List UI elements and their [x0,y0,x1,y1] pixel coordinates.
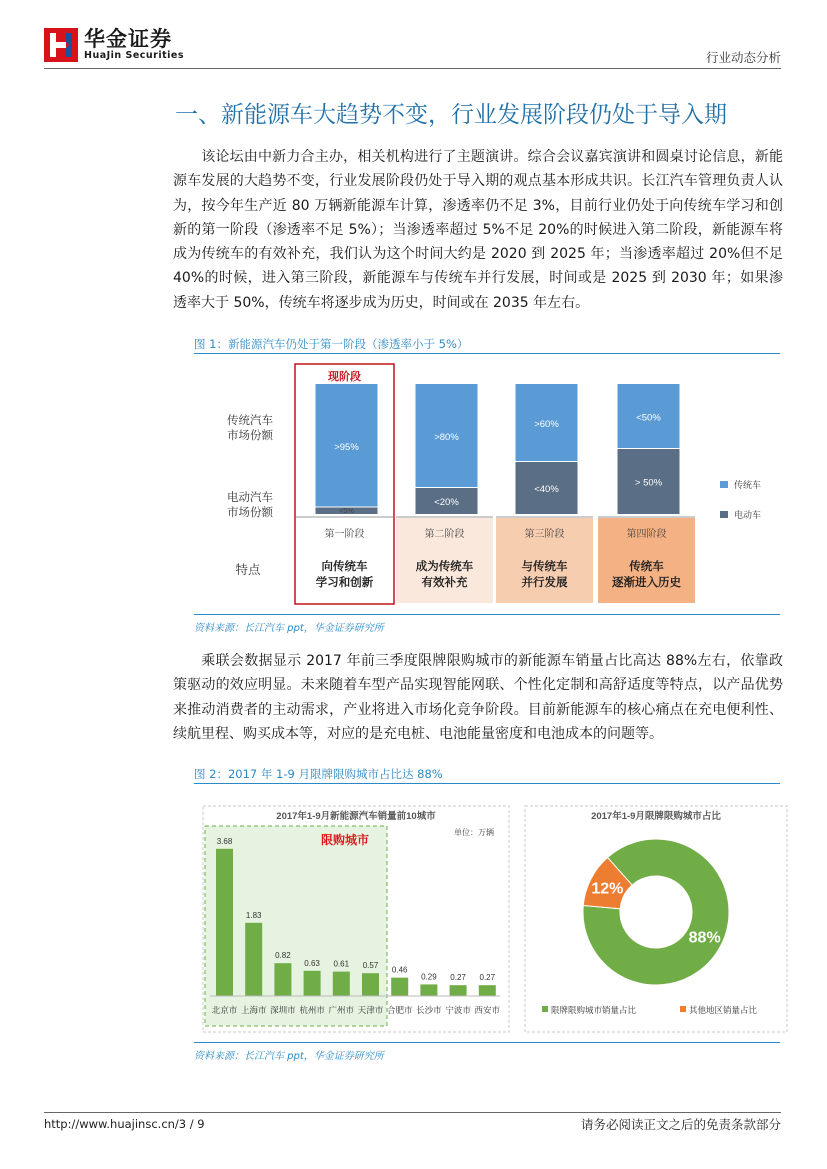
figure2-charts [200,800,790,1035]
current-stage-label: 现阶段 [328,371,361,383]
electric-share-label: <20% [434,497,459,508]
pie-legend-swatch [542,1006,548,1012]
paragraph-1: 该论坛由中新力合主办，相关机构进行了主题演讲。综合会议嘉宾演讲和圆桌讨论信息，新能源车发展的大趋势不变，行业发展阶段仍处于导入期的观点基本形成共识。长江汽车管理负责人认为，按今年生产近 80 万辆新能源车计算，渗透率仍不足 3%，目前行业仍处于向传统车学习和创新的第一阶段（渗透率不足 5%）；当渗透率超过 5%不足 20%的时候进入第二阶段，新能源车将成为传统车的有效补充，我们认为这个时间大约是 2020 到 2025 年；当渗透率超过 20%但不足 40%的时候，进入第三阶段，新能源车与传统车并行发展，时间或是 2025 到 2030 年；如果渗透率大于 50%，传统车将逐步成为历史，时间或在 2035 年左右。 [173,149,783,311]
donut-slice-label: 12% [591,880,624,898]
bar-value-label: 0.63 [304,958,320,968]
bar-category-label: 深圳市 [270,1005,296,1015]
bar-category-label: 宁波市 [445,1005,471,1015]
electric-share-label: <5% [338,506,355,515]
bar-value-label: 0.82 [275,951,291,961]
legend-label: 传统车 [734,480,762,490]
bar-category-label: 杭州市 [299,1005,325,1015]
stage-feature-text: 并行发展 [521,577,568,589]
figure1-title-rule [194,353,780,354]
figure2-source: 资料来源：长江汽车 ppt，华金证券研究所 [194,1051,384,1062]
brand-name-cn: 华金证券 [84,27,172,51]
brand-name-en: HuaJin Securities [84,50,185,61]
stage-name: 第三阶段 [524,529,565,540]
bar [216,849,233,996]
traditional-share-label: >95% [334,441,359,453]
bar-value-label: 0.46 [391,965,408,975]
brand-logo [44,28,184,62]
bar-category-label: 广州市 [328,1005,355,1015]
figure1-title: 图 1：新能源汽车仍处于第一阶段（渗透率小于 5%） [194,337,469,351]
bar-value-label: 0.27 [479,973,496,983]
stage-name: 第二阶段 [424,529,465,540]
bar-value-label: 0.27 [450,973,466,983]
bar [274,963,291,996]
bar [450,985,467,996]
stage-feature-text: 逐渐进入历史 [612,577,681,589]
electric-share-label: <40% [534,484,559,495]
paragraph-2: 乘联会数据显示 2017 年前三季度限牌限购城市的新能源车销量占比高达 88%左右，依靠政策驱动的效应明显。未来随着车型产品实现智能网联、个性化定制和高舒适度等特点，以产品优势来推动消费者的主动需求，产业将进入市场化竞争阶段。目前新能源车的核心痛点在充电便利性、续航里程、购买成本等，对应的是充电桩、电池能量密度和电池成本的问题等。 [173,653,783,742]
section-title: 一、新能源车大趋势不变，行业发展阶段仍处于导入期 [175,102,727,128]
bar [420,984,437,996]
bar [479,985,496,996]
page-header [0,0,827,70]
bar-category-label: 西安市 [474,1005,501,1015]
stage-name: 第一阶段 [324,529,365,540]
pie-legend-swatch [680,1006,686,1012]
stage-feature-text: 与传统车 [521,561,568,573]
row-label-electric: 电动汽车市场份额 [227,492,273,519]
legend-label: 电动车 [734,510,762,520]
traditional-share-label: <50% [636,412,661,424]
row-label-traditional: 传统汽车市场份额 [227,415,273,442]
bar-value-label: 0.61 [333,959,350,969]
bar-value-label: 0.57 [362,961,379,971]
figure1-bottom-rule [194,614,780,615]
bar [362,973,379,996]
electric-share-label: > 50% [634,477,663,489]
bar-chart-unit: 单位：万辆 [454,828,494,837]
stage-feature-text: 传统车 [629,561,664,573]
restricted-cities-label: 限购城市 [320,833,370,847]
figure2-svg [200,800,790,1035]
bar [391,978,408,996]
figure1-stage-chart [200,358,780,608]
footer-url-page: http://www.huajinsc.cn/3 / 9 [44,1117,205,1131]
legend-swatch [720,511,728,518]
legend-swatch [720,481,728,488]
bar-value-label: 3.68 [216,836,233,846]
bar-category-label: 天津市 [357,1005,384,1015]
bar-category-label: 长沙市 [416,1005,442,1015]
stage-feature-text: 学习和创新 [315,577,374,589]
bar [245,923,262,996]
stage-name: 第四阶段 [626,529,667,540]
traditional-share-label: >80% [434,432,459,443]
header-divider [44,68,781,69]
logo-mark-icon [44,28,78,62]
stage-feature-text: 成为传统车 [415,561,474,573]
figure2-bottom-rule [194,1042,780,1043]
bar-category-label: 北京市 [211,1005,238,1015]
pie-legend-label: 其他地区销量占比 [689,1005,758,1015]
document-type: 行业动态分析 [705,50,781,65]
pie-chart-title: 2017年1-9月限牌限购城市占比 [591,811,721,822]
bar-value-label: 0.29 [421,972,437,982]
bar-category-label: 合肥市 [386,1005,413,1015]
pie-legend-label: 限牌限购城市销量占比 [551,1005,637,1015]
row-label-feature: 特点 [235,563,261,577]
bar-chart-title: 2017年1-9月新能源汽车销量前10城市 [276,811,436,822]
footer-disclaimer: 请务必阅读正文之后的免责条款部分 [580,1117,781,1132]
bar [333,972,350,996]
traditional-share-label: >60% [534,419,559,430]
bar-value-label: 1.83 [245,910,262,920]
bar [304,971,321,996]
stage-feature-text: 有效补充 [421,577,468,589]
stage-chart-svg [200,358,780,608]
bar-category-label: 上海市 [240,1005,267,1015]
donut-slice-label: 88% [688,929,721,947]
figure1-source: 资料来源：长江汽车 ppt，华金证券研究所 [194,623,384,634]
footer-divider [44,1112,781,1113]
figure2-title-rule [194,783,780,784]
stage-feature-text: 向传统车 [321,561,368,573]
figure2-title: 图 2：2017 年 1-9 月限牌限购城市占比达 88% [194,767,443,781]
